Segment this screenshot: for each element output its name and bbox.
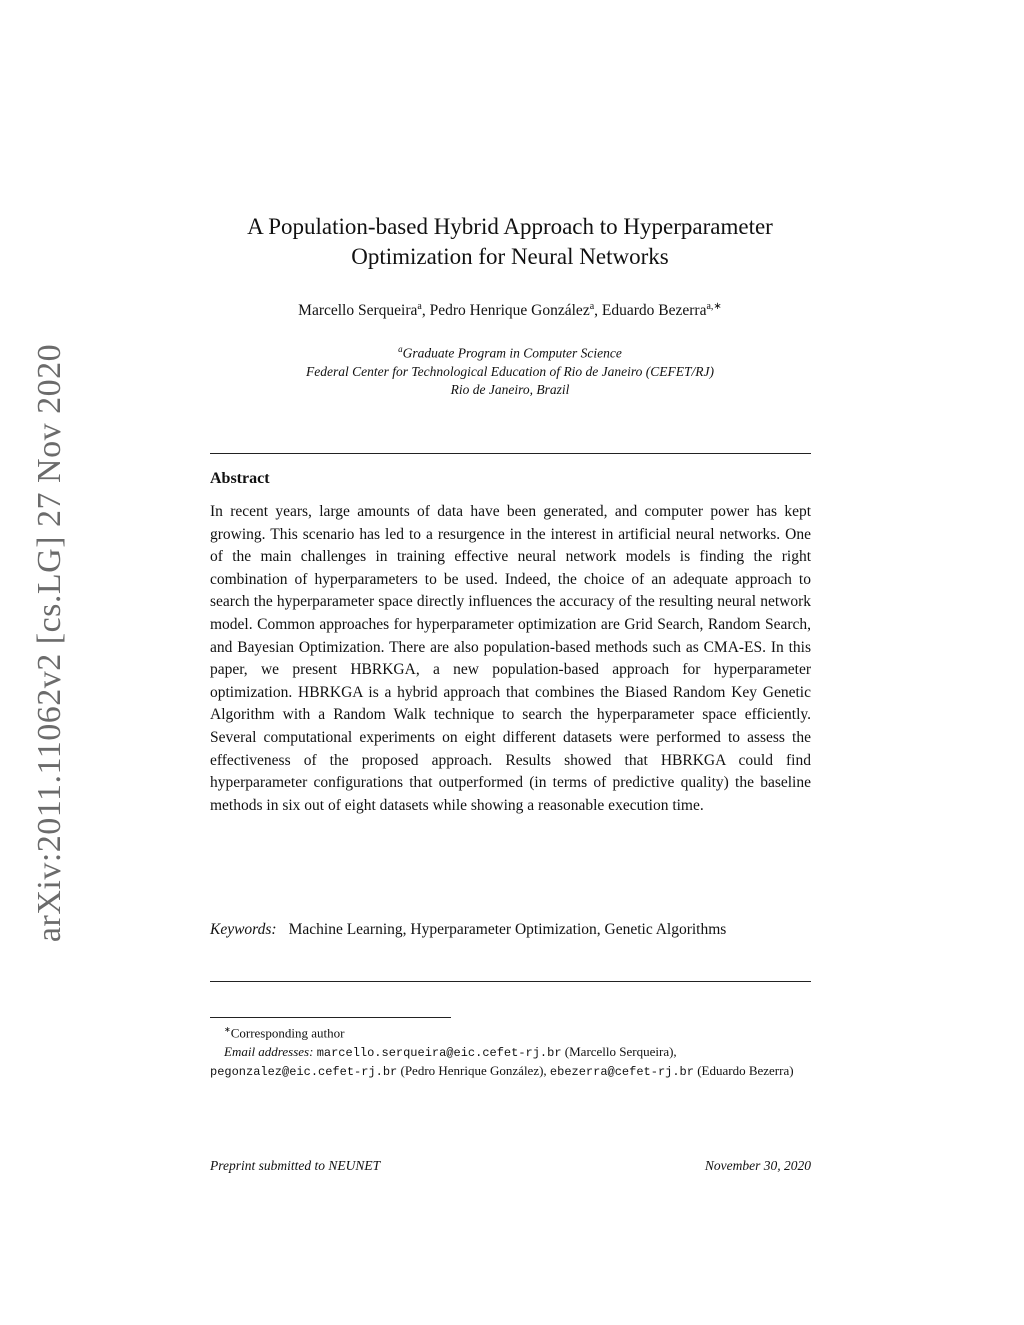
email-link[interactable]: marcello.serqueira@eic.cefet-rj.br [316,1045,562,1060]
keywords-label: Keywords: [210,921,277,938]
affiliation-mark: a [398,344,403,354]
keywords [210,916,811,943]
author-separator: , [594,302,602,320]
affiliation [180,340,840,399]
author-name: Marcello Serqueira [298,302,418,320]
abstract-bottom-rule [210,981,811,982]
abstract-top-rule [210,453,811,454]
corresponding-mark: ∗ [224,1025,231,1034]
author-name: Eduardo Bezerra [601,302,707,320]
author-list [180,301,840,320]
affiliation-line-1: Graduate Program in Computer Science [402,345,622,361]
affiliation-line-2: Federal Center for Technological Education of Rio de Janeiro (CEFET/RJ) [305,363,715,379]
preprint-date: November 30, 2020 [704,1158,811,1173]
email-label: Email addresses: [224,1043,314,1059]
arxiv-identifier: arXiv:2011.11062v2 [cs.LG] 27 Nov 2020 [31,343,68,942]
email-link[interactable]: pegonzalez@eic.cefet-rj.br [210,1065,398,1080]
author-mark: a [417,301,422,312]
corresponding-author-note: Corresponding author [230,1025,345,1041]
email-link[interactable]: ebezerra@cefet-rj.br [549,1065,694,1080]
email-addresses [210,1043,811,1082]
paper-title [180,212,840,272]
preprint-note: Preprint submitted to NEUNET [210,1158,381,1173]
email-owner: (Eduardo Bezerra) [697,1063,794,1079]
keywords-list: Machine Learning, Hyperparameter Optimization, Genetic Algorithms [288,921,727,938]
affiliation-line-3: Rio de Janeiro, Brazil [450,381,570,397]
title-line-2: Optimization for Neural Networks [351,244,669,269]
author-mark: a [589,301,595,312]
email-owner: (Pedro Henrique González), [397,1063,550,1079]
author-mark: a,∗ [706,301,722,312]
arxiv-stamp [30,343,70,942]
email-owner: (Marcello Serqueira), [561,1043,677,1059]
author-name: Pedro Henrique González [429,302,590,320]
title-line-1: A Population-based Hybrid Approach to Hyperparameter [247,214,773,239]
footnote-rule [210,1017,451,1018]
footnotes [210,1021,811,1082]
abstract-body: In recent years, large amounts of data have been generated, and computer power has kept growing. This scenario has led to a resurgence in the interest in artificial neural networks. One of the main challenges in training effective neural network models is finding the right combination of hyperparameters to be used. Indeed, the choice of an adequate approach to search the hyperparameter space directly influences the accuracy of the resulting neural network model. Common approaches for hyperparameter optimization are Grid Search, Random Search, and Bayesian Optimization. There are also population-based methods such as CMA-ES. In this paper, we present HBRKGA, a new population-based approach for hyperparameter optimization. HBRKGA is a hybrid approach that combines the Biased Random Key Genetic Algorithm with a Random Walk technique to search the hyperparameter space efficiently. Several computational experiments on eight different datasets were performed to assess the effectiveness of the proposed approach. Results showed that HBRKGA could find hyperparameter configurations that outperformed (in terms of predictive quality) the baseline methods in six out of eight datasets while showing a reasonable execution time. [210,503,811,814]
author-separator: , [421,302,430,320]
abstract-heading: Abstract [210,470,270,487]
